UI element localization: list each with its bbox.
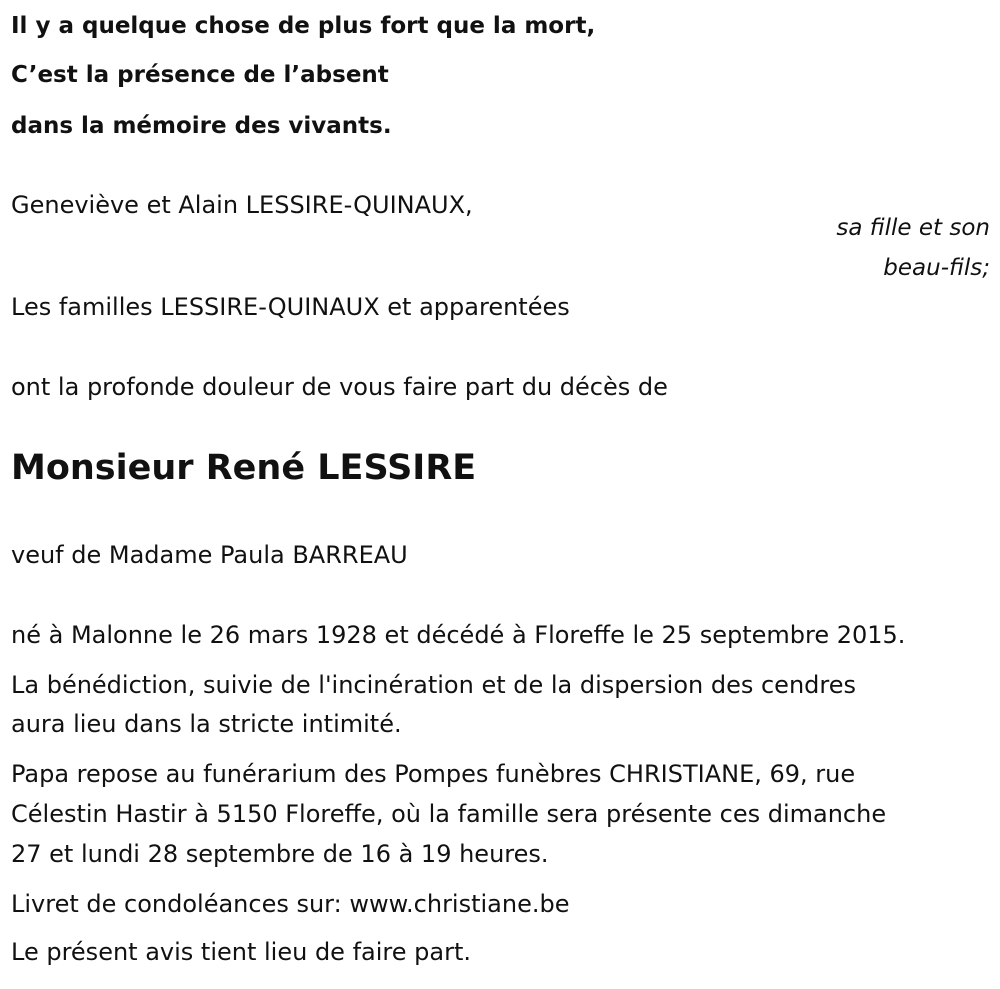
ceremony-line-1: La bénédiction, suivie de l'incinération et de la dispersion des cendres [11,671,857,699]
condolences-line: Livret de condoléances sur: www.christiane.be [11,890,570,918]
announcement-text: ont la profonde douleur de vous faire part du décès de [11,373,668,401]
family-names: Geneviève et Alain LESSIRE-QUINAUX, [11,191,473,219]
birth-death-details: né à Malonne le 26 mars 1928 et décédé à Floreffe le 25 septembre 2015. [11,621,906,649]
quote-line-2: C’est la présence de l’absent [11,62,389,88]
funeral-line-3: 27 et lundi 28 septembre de 16 à 19 heures. [11,840,549,868]
quote-line-3: dans la mémoire des vivants. [11,113,392,139]
funeral-line-2: Célestin Hastir à 5150 Floreffe, où la famille sera présente ces dimanche [11,800,887,828]
funeral-line-1: Papa repose au funérarium des Pompes funèbres CHRISTIANE, 69, rue [11,760,856,788]
family-others: Les familles LESSIRE-QUINAUX et apparentées [11,293,570,321]
family-relation-line-2: beau-fils; [883,255,990,281]
family-relation-line-1: sa fille et son [836,215,990,241]
ceremony-line-2: aura lieu dans la stricte intimité. [11,710,402,738]
deceased-name: Monsieur René LESSIRE [11,448,477,488]
quote-line-1: Il y a quelque chose de plus fort que la mort, [11,13,596,39]
notice-line: Le présent avis tient lieu de faire part. [11,938,471,966]
widower-of: veuf de Madame Paula BARREAU [11,541,408,569]
